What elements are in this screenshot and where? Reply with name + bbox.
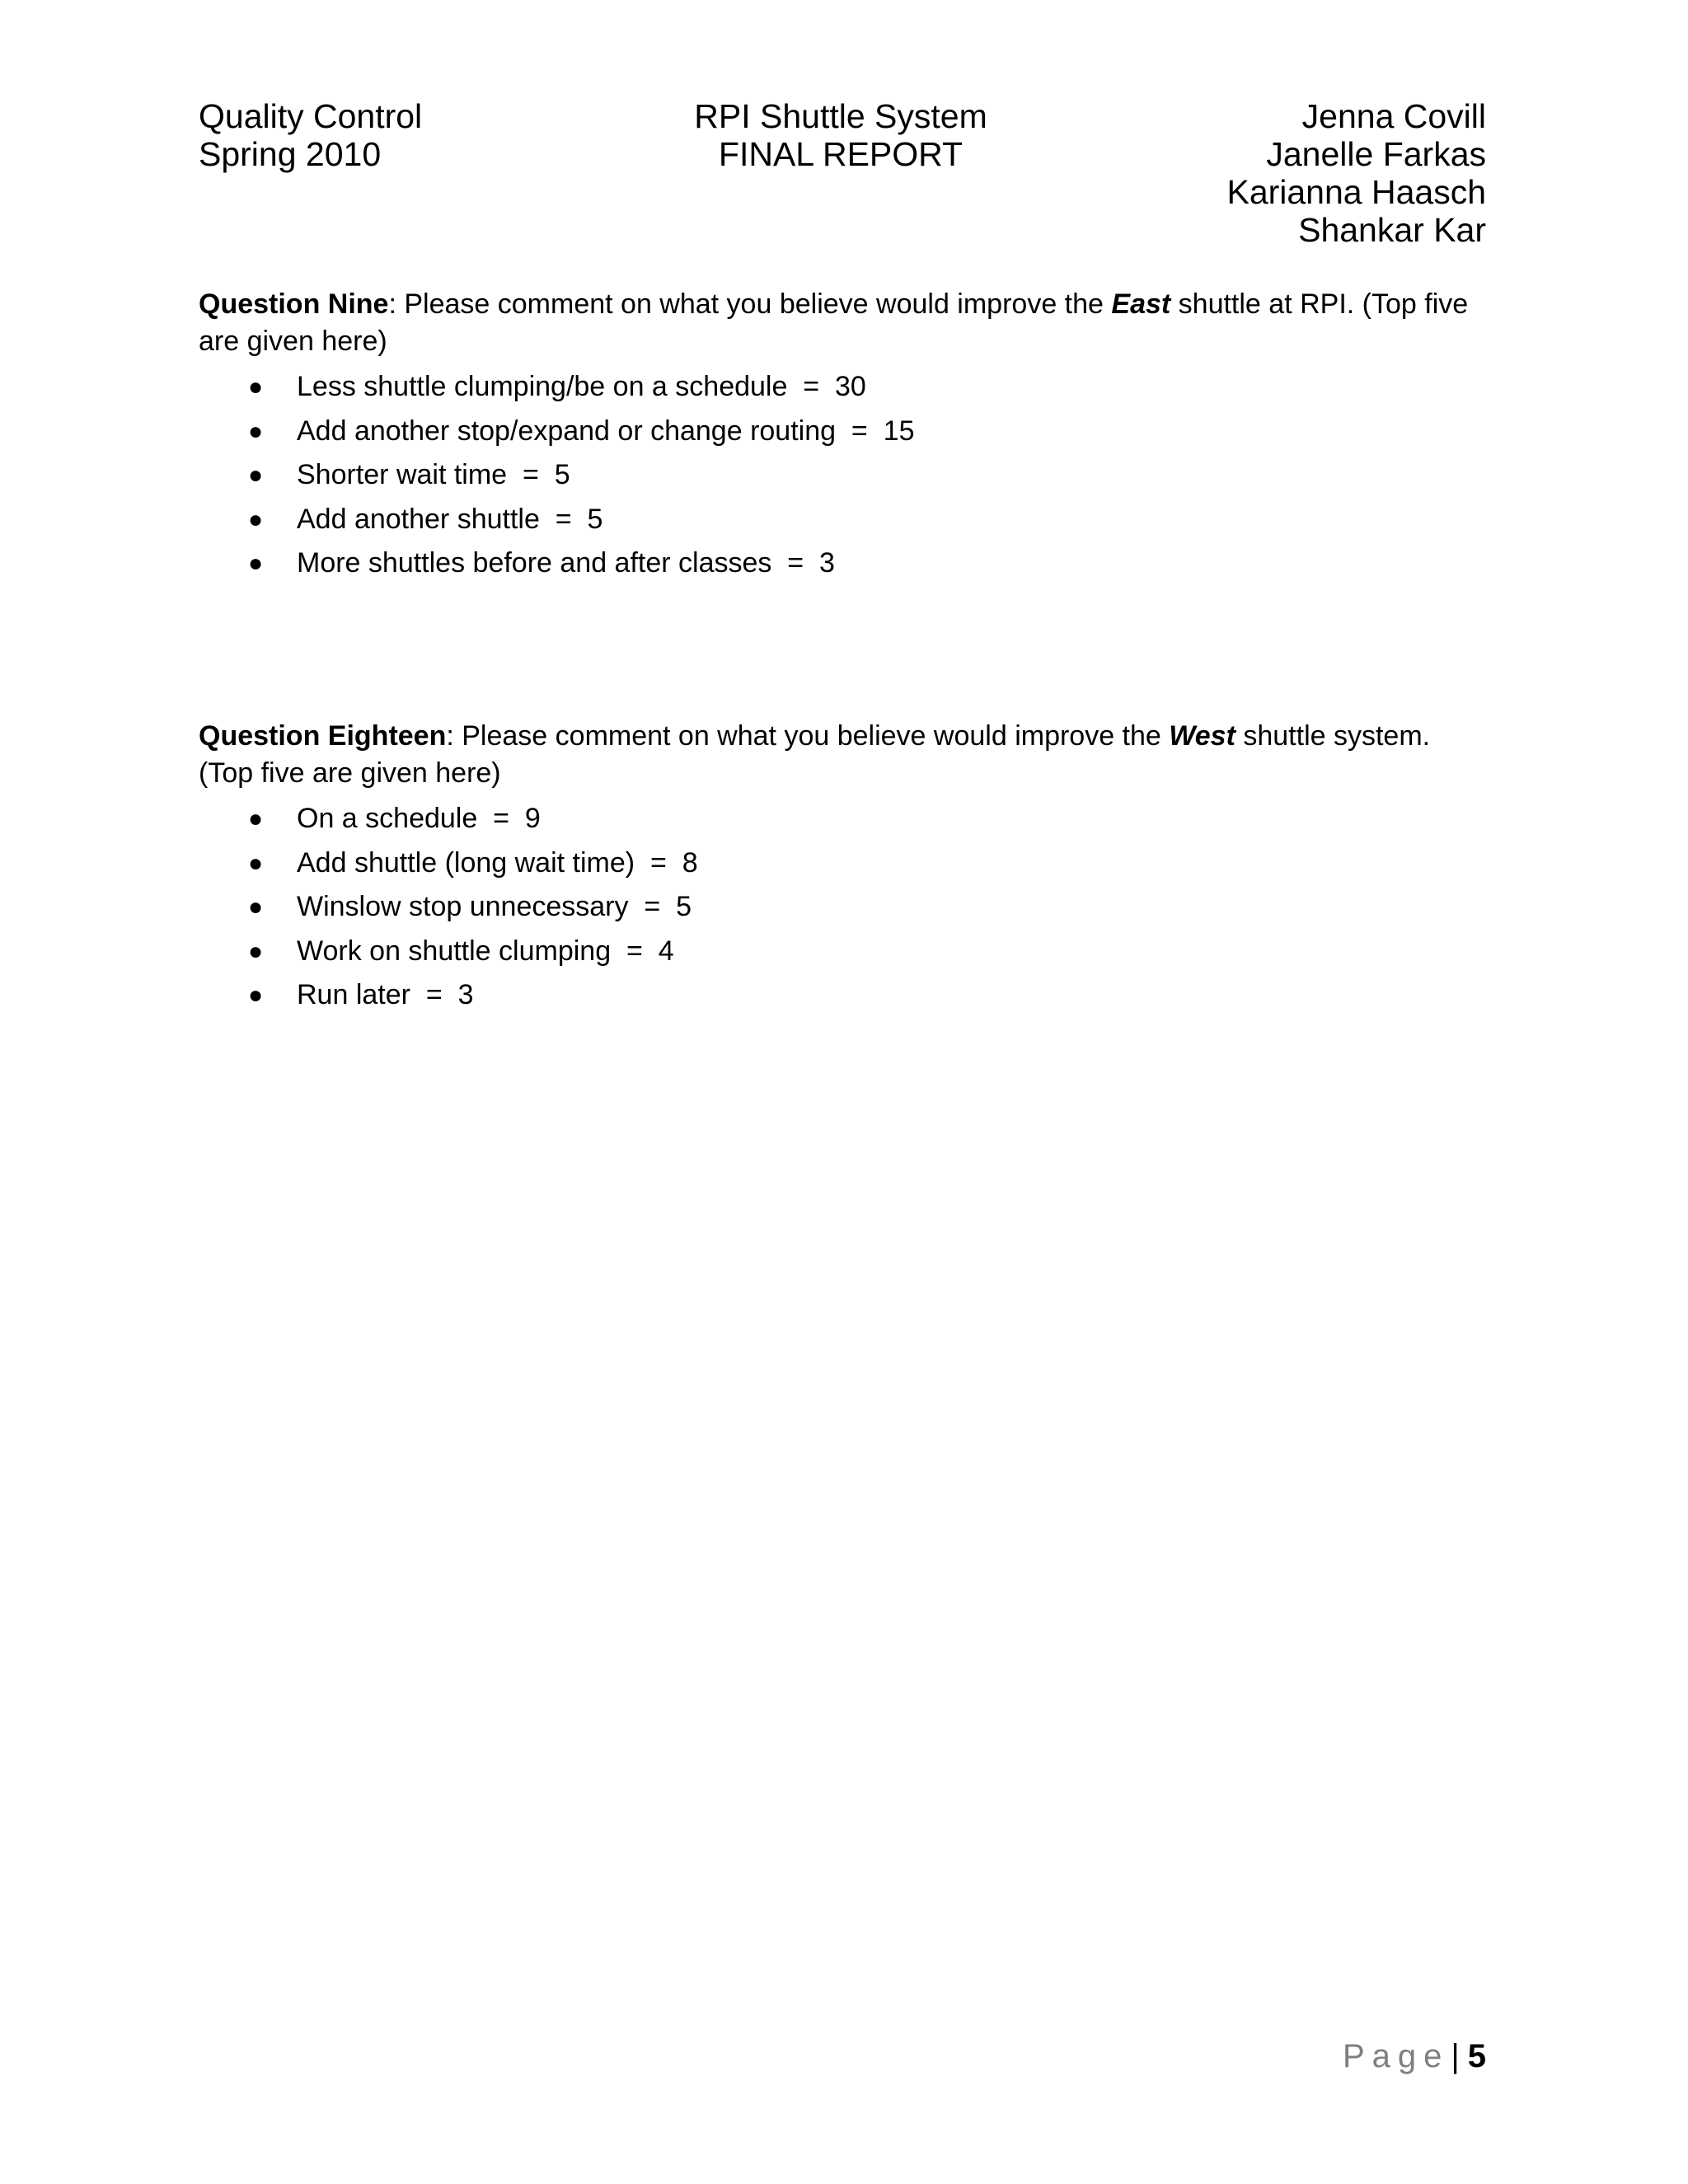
question-text: : Please comment on what you believe would improve the [388, 288, 1112, 320]
answer-text: Less shuttle clumping/be on a schedule = 30 [297, 371, 866, 402]
question-label: Question Eighteen [199, 720, 447, 752]
answer-item [199, 413, 1489, 457]
bullet-icon: ● [248, 505, 264, 533]
page-label: Page [1342, 2038, 1450, 2074]
bullet-icon: ● [248, 893, 264, 921]
answer-list [199, 368, 1489, 589]
page-footer [1343, 2036, 1486, 2077]
answer-list [199, 800, 1489, 1021]
answer-text: Run later = 3 [297, 979, 474, 1010]
answer-item [199, 888, 1489, 933]
author-name: Shankar Kar [1298, 211, 1486, 249]
answer-item [199, 977, 1489, 1021]
answer-item [199, 457, 1489, 501]
question-nine-section [199, 286, 1489, 589]
header-course-info [199, 97, 422, 173]
author-name: Jenna Covill [1301, 97, 1486, 135]
answer-item [199, 800, 1489, 845]
answer-text: On a schedule = 9 [297, 803, 541, 834]
answer-item [199, 933, 1489, 977]
question-text: : Please comment on what you believe would improve the [446, 720, 1170, 752]
author-name: Janelle Farkas [1266, 135, 1486, 173]
bullet-icon: ● [248, 805, 264, 832]
course-name: Quality Control [199, 97, 423, 135]
report-subject: RPI Shuttle System [694, 97, 987, 135]
question-text: shuttle at RPI. (Top five are given here) [199, 288, 1469, 357]
bullet-icon: ● [248, 982, 264, 1009]
bullet-icon: ● [248, 849, 264, 877]
bullet-icon: ● [248, 550, 264, 577]
bullet-icon: ● [248, 462, 264, 489]
answer-text: Winslow stop unnecessary = 5 [297, 891, 692, 922]
bullet-icon: ● [248, 373, 264, 401]
answer-item [199, 368, 1489, 413]
question-eighteen-section [199, 718, 1489, 1021]
answer-text: Shorter wait time = 5 [297, 459, 570, 490]
question-emphasis: West [1169, 720, 1236, 752]
answer-text: More shuttles before and after classes = 3 [297, 547, 835, 579]
report-type: FINAL REPORT [718, 135, 964, 173]
question-emphasis: East [1111, 288, 1171, 320]
question-prompt [199, 718, 1489, 792]
bullet-icon: ● [248, 937, 264, 965]
author-name: Karianna Haasch [1226, 173, 1486, 211]
answer-text: Work on shuttle clumping = 4 [297, 935, 674, 967]
question-prompt [199, 286, 1489, 360]
answer-text: Add another shuttle = 5 [297, 503, 603, 535]
answer-item [199, 501, 1489, 546]
answer-text: Add another stop/expand or change routing = 15 [297, 415, 915, 447]
page-separator: | [1451, 2038, 1460, 2074]
page-number: 5 [1467, 2038, 1486, 2074]
header-authors [1226, 97, 1486, 249]
semester: Spring 2010 [199, 135, 382, 173]
question-text: shuttle system. (Top five are given here) [199, 720, 1431, 789]
bullet-icon: ● [248, 417, 264, 445]
question-label: Question Nine [199, 288, 389, 320]
answer-item [199, 545, 1489, 589]
header-report-title [659, 97, 1022, 173]
answer-item [199, 845, 1489, 889]
answer-text: Add shuttle (long wait time) = 8 [297, 846, 698, 879]
